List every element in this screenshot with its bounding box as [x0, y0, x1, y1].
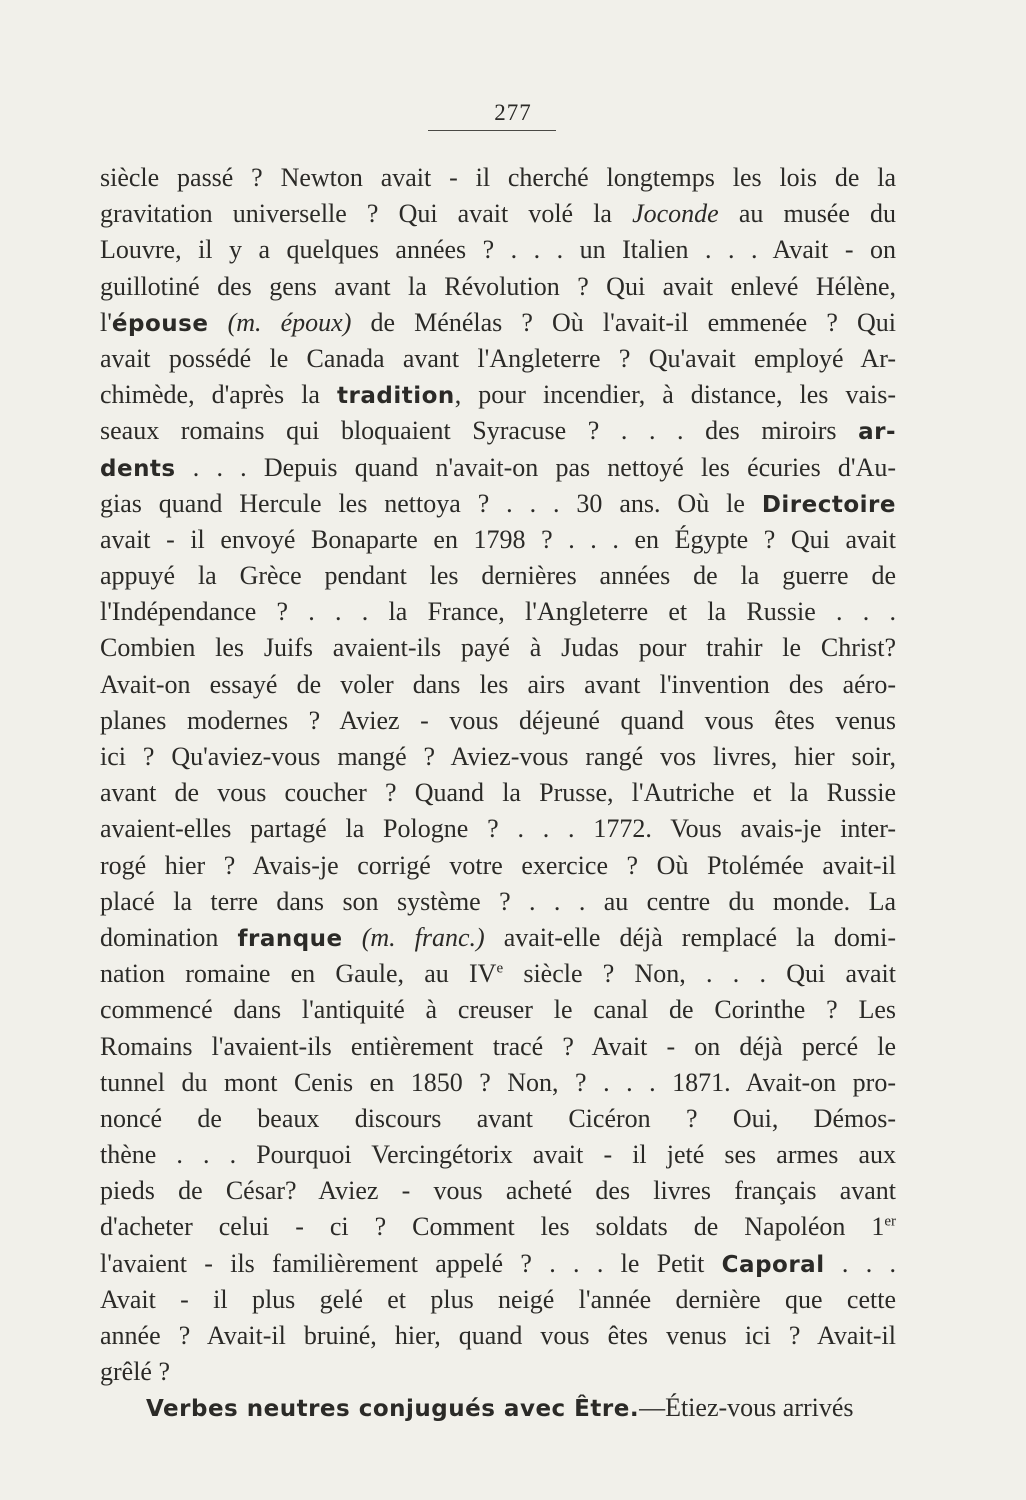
- text-segment: de Ménélas ? Où l'avait-il emmenée ? Qui: [351, 307, 896, 337]
- text-line: [100, 1065, 896, 1101]
- text-line: [100, 630, 896, 666]
- text-segment: Avait - il plus gelé et plus neigé l'année dernière que cette: [100, 1284, 896, 1314]
- bold-term: Directoire: [761, 491, 896, 518]
- text-line: [100, 1101, 896, 1137]
- text-segment: grêlé ?: [100, 1357, 171, 1387]
- body-text: [100, 160, 896, 1427]
- italic-term: (m. franc.): [361, 922, 485, 952]
- text-line: [100, 1390, 896, 1426]
- text-line: [100, 413, 896, 449]
- text-segment: [208, 308, 227, 337]
- text-segment: pieds de César? Aviez - vous acheté des livres français avant: [100, 1176, 896, 1206]
- text-segment: appuyé la Grèce pendant les dernières années de la guerre de: [100, 561, 896, 591]
- bold-term: tradition: [337, 383, 455, 410]
- text-segment: guillotiné des gens avant la Révolution ? Qui avait enlevé Hélène,: [100, 271, 896, 301]
- bold-term: épouse: [111, 310, 209, 337]
- text-line: [100, 1029, 896, 1065]
- text-segment: avaient-elles partagé la Pologne ? . . . 1772. Vous avais-je inter-: [100, 814, 896, 844]
- header-rule: [428, 130, 556, 131]
- text-segment: siècle ? Non, . . . Qui avait: [503, 959, 896, 989]
- text-segment: er: [884, 1213, 896, 1230]
- text-segment: . . .: [824, 1248, 896, 1278]
- text-segment: planes modernes ? Aviez - vous déjeuné quand vous êtes venus: [100, 705, 896, 735]
- text-line: [100, 992, 896, 1028]
- text-segment: domination: [100, 922, 238, 952]
- page-number: 277: [494, 100, 532, 125]
- text-segment: ici ? Qu'aviez-vous mangé ? Aviez-vous rangé vos livres, hier soir,: [100, 742, 896, 771]
- text-line: [100, 811, 896, 847]
- text-segment: au musée du: [718, 199, 896, 229]
- bold-term: franque: [237, 925, 343, 952]
- text-line: [100, 269, 896, 305]
- text-segment: Combien les Juifs avaient-ils payé à Judas pour trahir le Christ?: [100, 633, 896, 663]
- text-segment: avant de vous coucher ? Quand la Prusse, l'Autriche et la Russie: [100, 778, 896, 808]
- text-segment: gias quand Hercule les nettoya ? . . . 30 ans. Où le: [100, 488, 762, 518]
- bold-term: ar-: [858, 419, 896, 446]
- text-segment: d'acheter celui - ci ? Comment les soldats de Napoléon 1: [100, 1212, 885, 1242]
- text-segment: thène . . . Pourquoi Vercingétorix avait - il jeté ses armes aux: [100, 1140, 896, 1170]
- text-line: [100, 450, 896, 486]
- text-line: [100, 558, 896, 594]
- text-segment: année ? Avait-il bruiné, hier, quand vous êtes venus ici ? Avait-il: [100, 1321, 896, 1350]
- text-line: [100, 703, 896, 739]
- text-segment: Avait-on essayé de voler dans les airs avant l'invention des aéro-: [100, 669, 896, 699]
- text-line: [100, 1318, 896, 1354]
- text-line: [100, 1209, 896, 1245]
- text-segment: chimède, d'après la: [100, 380, 337, 410]
- text-line: [100, 522, 896, 558]
- text-segment: noncé de beaux discours avant Cicéron ? Oui, Démos-: [100, 1103, 896, 1133]
- text-line: [100, 775, 896, 811]
- text-segment: gravitation universelle ? Qui avait volé la: [100, 199, 633, 229]
- text-segment: [343, 923, 362, 952]
- text-line: [100, 196, 896, 232]
- text-line: [100, 920, 896, 956]
- text-segment: l'Indépendance ? . . . la France, l'Angleterre et la Russie . . .: [100, 597, 896, 627]
- text-segment: siècle passé ? Newton avait - il cherché longtemps les lois de la: [100, 163, 896, 192]
- text-line: [100, 739, 896, 775]
- text-segment: , pour incendier, à distance, les vais-: [454, 380, 896, 410]
- text-line: [100, 1354, 896, 1390]
- text-line: [100, 305, 896, 341]
- text-segment: l': [100, 307, 112, 337]
- text-line: [100, 486, 896, 522]
- text-line: [100, 848, 896, 884]
- text-segment: avait-elle déjà remplacé la domi-: [484, 922, 896, 952]
- text-segment: Romains l'avaient-ils entièrement tracé ? Avait - on déjà percé le: [100, 1031, 896, 1061]
- text-segment: Louvre, il y a quelques années ? . . . un Italien . . . Avait - on: [100, 235, 896, 265]
- bold-term: Verbes neutres conjugués avec Être.: [146, 1396, 640, 1423]
- text-segment: —Étiez-vous arrivés: [639, 1393, 854, 1423]
- text-segment: placé la terre dans son système ? . . . au centre du monde. La: [100, 886, 896, 916]
- text-line: [100, 884, 896, 920]
- text-segment: tunnel du mont Cenis en 1850 ? Non, ? . . . 1871. Avait-on pro-: [100, 1067, 896, 1097]
- text-line: [100, 594, 896, 630]
- italic-term: Joconde: [632, 199, 719, 229]
- text-line: [100, 160, 896, 196]
- text-segment: seaux romains qui bloquaient Syracuse ? . . . des miroirs: [100, 416, 859, 446]
- text-segment: e: [496, 960, 504, 977]
- italic-term: (m. époux): [227, 307, 352, 337]
- text-segment: . . . Depuis quand n'avait-on pas nettoyé les écuries d'Au-: [175, 452, 896, 482]
- bold-term: dents: [100, 455, 176, 482]
- text-segment: rogé hier ? Avais-je corrigé votre exercice ? Où Ptolémée avait-il: [100, 850, 896, 880]
- text-segment: commencé dans l'antiquité à creuser le canal de Corinthe ? Les: [100, 995, 896, 1025]
- text-line: [100, 1173, 896, 1209]
- text-segment: avait - il envoyé Bonaparte en 1798 ? . . . en Égypte ? Qui avait: [100, 524, 896, 554]
- text-line: [100, 1137, 896, 1173]
- text-line: [100, 232, 896, 268]
- text-line: [100, 377, 896, 413]
- bold-term: Caporal: [721, 1251, 825, 1278]
- text-line: [100, 1246, 896, 1282]
- text-line: [100, 1282, 896, 1318]
- text-line: [100, 667, 896, 703]
- text-line: [100, 956, 896, 992]
- text-segment: l'avaient - ils familièrement appelé ? . . . le Petit: [100, 1248, 722, 1278]
- text-segment: nation romaine en Gaule, au IV: [100, 959, 497, 989]
- text-segment: avait possédé le Canada avant l'Angleterre ? Qu'avait employé Ar-: [100, 343, 896, 373]
- text-line: [100, 341, 896, 377]
